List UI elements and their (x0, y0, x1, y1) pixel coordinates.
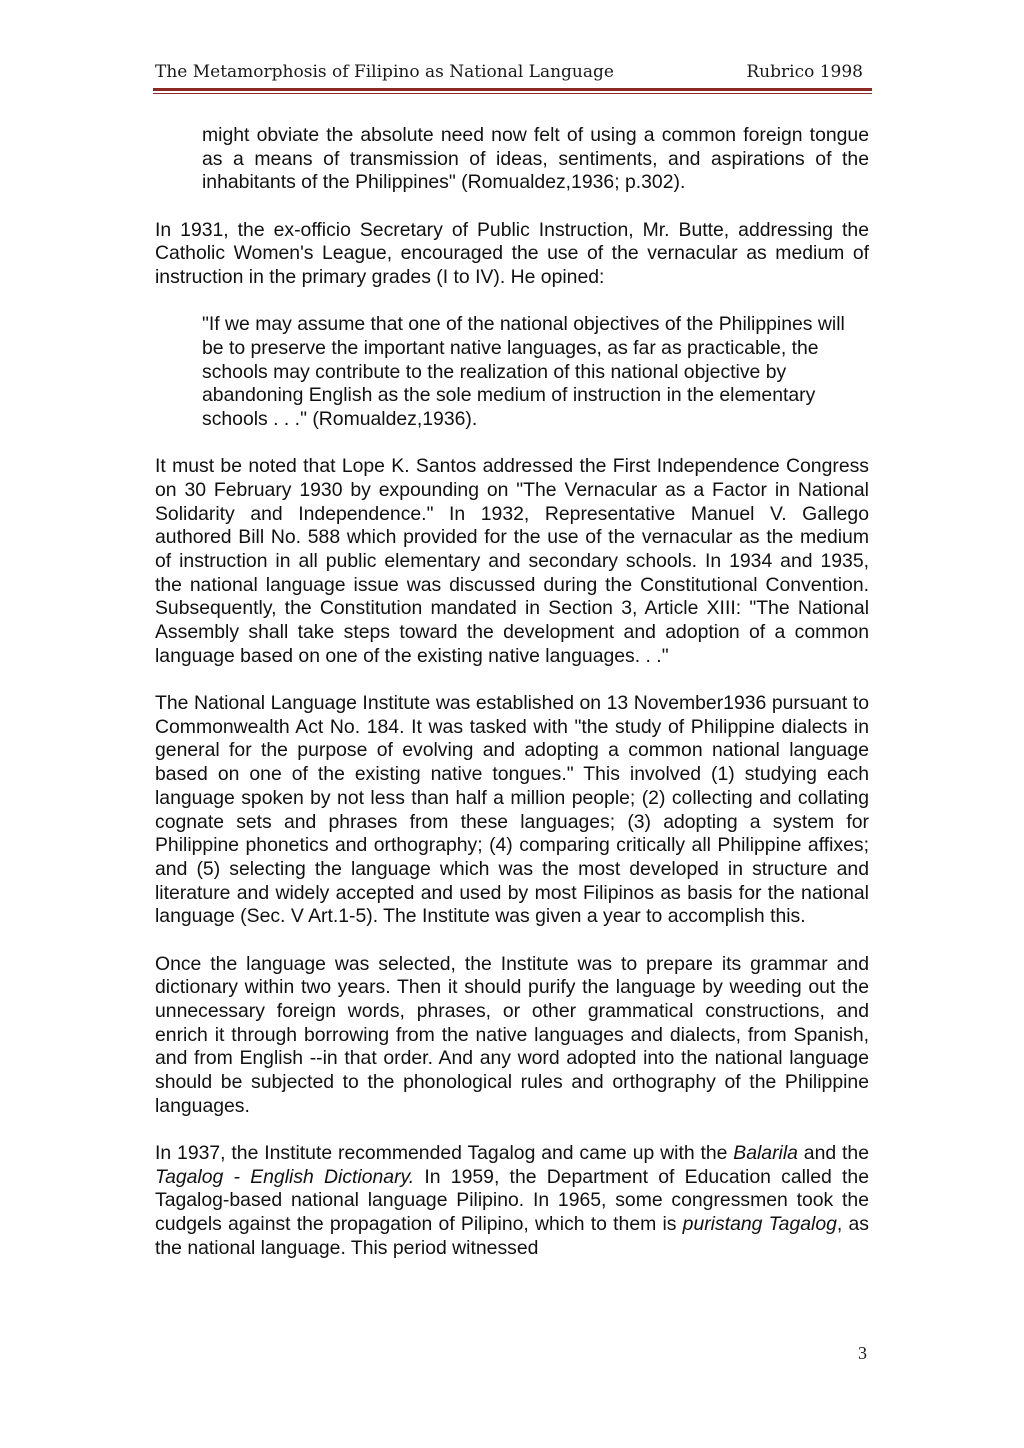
body-paragraph (155, 1142, 869, 1261)
italic-text: Tagalog - English Dictionary. (155, 1165, 415, 1188)
paragraph-text: Once the language was selected, the Institute was to prepare its grammar and dictionary within two years. Then it should purify the language by weeding out the unnecessary foreign words, phrases, or other grammatical constructions, and enrich it through borrowing from the native languages and dialects, from Spanish, and from English --in that order. And any word adopted into the national language should be subjected to the phonological rules and orthography of the Philippine languages. (155, 952, 869, 1117)
header-rule-thick (153, 88, 872, 91)
paragraph-text: The National Language Institute was established on 13 November1936 pursuant to Commonwealth Act No. 184. It was tasked with "the study of Philippine dialects in general for the purpose of evolving and adopting a common national language based on one of the existing native tongues." This involved (1) studying each language spoken by not less than half a million people; (2) collecting and collating cognate sets and phrases from these languages; (3) adopting a system for Philippine phonetics and orthography; (4) comparing critically all Philippine affixes; and (5) selecting the language which was the most developed in structure and literature and widely accepted and used by most Filipinos as basis for the national language (Sec. V Art.1-5). The Institute was given a year to accomplish this. (155, 692, 869, 928)
header-author: Rubrico 1998 (746, 62, 863, 82)
paragraph-text: In 1937, the Institute recommended Tagalog and came up with the (155, 1142, 734, 1165)
paragraph-text: , as the national language. This period witnessed (155, 1213, 869, 1259)
body-paragraph (155, 455, 869, 668)
header-title: The Metamorphosis of Filipino as National Language (155, 62, 614, 82)
paragraph-text: It must be noted that Lope K. Santos addressed the First Independence Congress on 30 February 1930 by expounding on "The Vernacular as a Factor in National Solidarity and Independence." In 1932, Representative Manuel V. Gallego authored Bill No. 588 which provided for the use of the vernacular as the medium of instruction in all public elementary and secondary schools. In 1934 and 1935, the national language issue was discussed during the Constitutional Convention. Subsequently, the Constitution mandated in Section 3, Article XIII: "The National Assembly shall take steps toward the development and adoption of a common language based on one of the existing native languages. . ." (155, 455, 869, 667)
page-number: 3 (858, 1343, 867, 1363)
block-quote (202, 124, 869, 195)
header-rule-thin (153, 93, 872, 94)
paragraph-text: might obviate the absolute need now felt of using a common foreign tongue as a means of transmission of ideas, sentiments, and aspirations of the inhabitants of the Philippines" (Romualdez,1936; p.302). (202, 124, 869, 194)
paragraph-text: and the (797, 1142, 869, 1165)
body-paragraph (155, 219, 869, 290)
body-paragraph (155, 692, 869, 929)
paragraph-text: "If we may assume that one of the national objectives of the Philippines will be to preserve the important native languages, as far as practicable, the schools may contribute to the realization of this national objective by abandoning English as the sole medium of instruction in the elementary schools . . ." (Romualdez,1936). (202, 313, 845, 431)
block-quote (202, 313, 857, 432)
page-header (155, 62, 871, 90)
italic-text: puristang Tagalog (682, 1213, 837, 1236)
document-body (155, 124, 869, 1284)
body-paragraph (155, 953, 869, 1119)
italic-text: Balarila (733, 1142, 798, 1165)
paragraph-text: In 1931, the ex-officio Secretary of Public Instruction, Mr. Butte, addressing the Catholic Women's League, encouraged the use of the vernacular as medium of instruction in the primary grades (I to IV). He opined: (155, 218, 869, 289)
paragraph-text: In 1959, the Department of Education called the Tagalog-based national language Pilipino. In 1965, some congressmen took the cudgels against the propagation of Pilipino, which to them is (155, 1165, 869, 1236)
